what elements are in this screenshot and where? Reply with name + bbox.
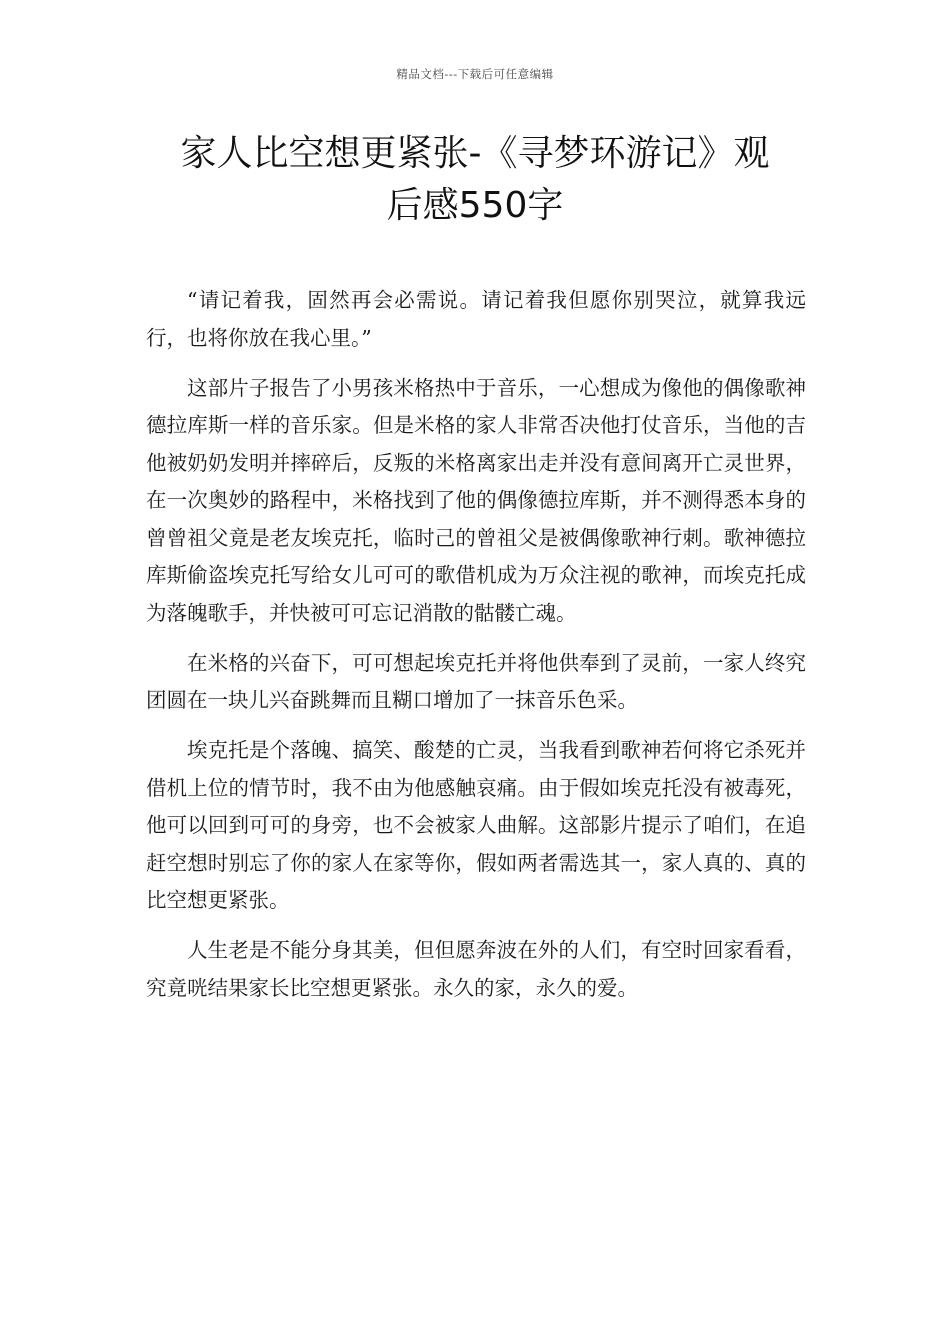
paragraph-conclusion: 人生老是不能分身其美，但但愿奔波在外的人们，有空时回家看看，究竟咣结果家长比空想更紧张。永久的家，永久的爱。 [146, 938, 806, 1000]
title-line-1: 家人比空想更紧张-《寻梦环游记》观 [180, 133, 770, 174]
paragraph-quote: “请记着我，固然再会必需说。请记着我但愿你别哭泣，就算我远行，也将你放在我心里。” [146, 288, 806, 350]
document-title [130, 128, 820, 232]
paragraph-reunion: 在米格的兴奋下，可可想起埃克托并将他供奉到了灵前，一家人终究团圆在一块儿兴奋跳舞而且糊口增加了一抹音乐色采。 [146, 650, 806, 712]
document-body [146, 282, 806, 1020]
paragraph-reflection: 埃克托是个落魄、搞笑、酸楚的亡灵，当我看到歌神若何将它杀死并借机上位的情节时，我不由为他感触哀痛。由于假如埃克托没有被毒死，他可以回到可可的身旁，也不会被家人曲解。这部影片提示了咱们，在追赶空想时别忘了你的家人在家等你，假如两者需选其一，家人真的、真的比空想更紧张。 [146, 738, 806, 912]
title-line-2: 后感550字 [386, 185, 564, 226]
paragraph-plot-summary: 这部片子报告了小男孩米格热中于音乐，一心想成为像他的偶像歌神德拉库斯一样的音乐家。但是米格的家人非常否决他打仗音乐，当他的吉他被奶奶发明并摔碎后，反叛的米格离家出走并没有意间离开亡灵世界，在一次奥妙的路程中，米格找到了他的偶像德拉库斯，并不测得悉本身的曾曾祖父竟是老友埃克托，临时己的曾祖父是被偶像歌神行刺。歌神德拉库斯偷盗埃克托写给女儿可可的歌借机成为万众注视的歌神，而埃克托成为落魄歌手，并快被可可忘记消散的骷髅亡魂。 [146, 375, 806, 625]
page-header-note: 精品文档---下载后可任意编辑 [396, 67, 554, 81]
